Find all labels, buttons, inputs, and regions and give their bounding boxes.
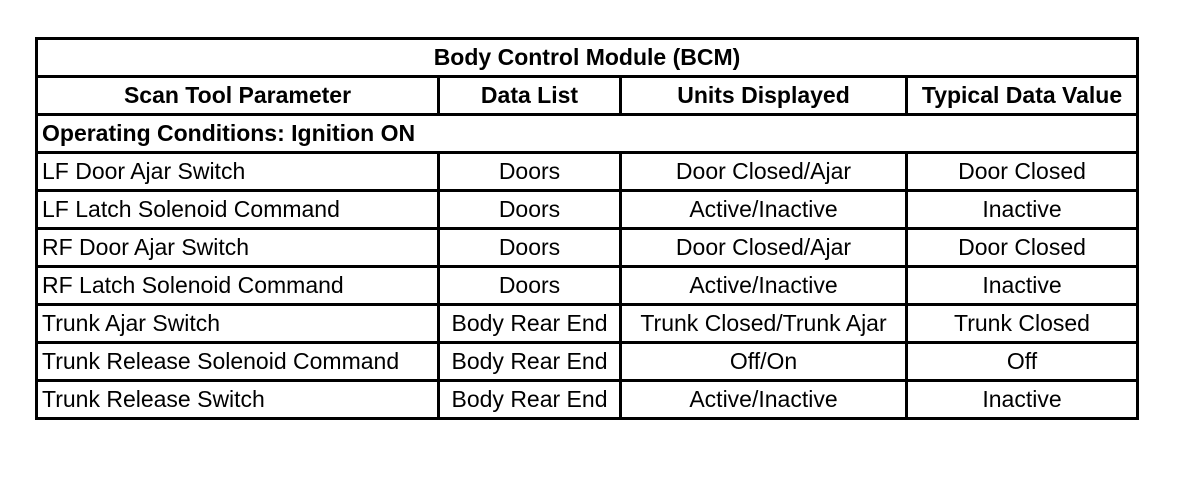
data-list-cell: Doors xyxy=(439,267,621,305)
table-row xyxy=(37,305,1138,343)
data-list-cell: Doors xyxy=(439,191,621,229)
bcm-data-table xyxy=(35,37,1139,420)
table-header-row xyxy=(37,77,1138,115)
data-list-cell: Body Rear End xyxy=(439,305,621,343)
units-cell: Trunk Closed/Trunk Ajar xyxy=(621,305,907,343)
table-title-row xyxy=(37,39,1138,77)
header-typical-data-value: Typical Data Value xyxy=(907,77,1138,115)
typical-value-cell: Inactive xyxy=(907,267,1138,305)
parameter-cell: LF Latch Solenoid Command xyxy=(37,191,439,229)
units-cell: Active/Inactive xyxy=(621,267,907,305)
table-row xyxy=(37,153,1138,191)
typical-value-cell: Door Closed xyxy=(907,153,1138,191)
table-row xyxy=(37,343,1138,381)
parameter-cell: Trunk Release Switch xyxy=(37,381,439,419)
data-list-cell: Doors xyxy=(439,229,621,267)
header-data-list: Data List xyxy=(439,77,621,115)
data-list-cell: Body Rear End xyxy=(439,343,621,381)
units-cell: Active/Inactive xyxy=(621,381,907,419)
parameter-cell: RF Latch Solenoid Command xyxy=(37,267,439,305)
typical-value-cell: Trunk Closed xyxy=(907,305,1138,343)
units-cell: Door Closed/Ajar xyxy=(621,229,907,267)
table-row xyxy=(37,267,1138,305)
typical-value-cell: Inactive xyxy=(907,381,1138,419)
section-row xyxy=(37,115,1138,153)
typical-value-cell: Door Closed xyxy=(907,229,1138,267)
header-units-displayed: Units Displayed xyxy=(621,77,907,115)
units-cell: Active/Inactive xyxy=(621,191,907,229)
units-cell: Door Closed/Ajar xyxy=(621,153,907,191)
parameter-cell: RF Door Ajar Switch xyxy=(37,229,439,267)
typical-value-cell: Off xyxy=(907,343,1138,381)
table-row xyxy=(37,229,1138,267)
data-list-cell: Body Rear End xyxy=(439,381,621,419)
data-list-cell: Doors xyxy=(439,153,621,191)
table-row xyxy=(37,381,1138,419)
units-cell: Off/On xyxy=(621,343,907,381)
table-title: Body Control Module (BCM) xyxy=(37,39,1138,77)
parameter-cell: Trunk Release Solenoid Command xyxy=(37,343,439,381)
section-operating-conditions: Operating Conditions: Ignition ON xyxy=(37,115,1138,153)
parameter-cell: Trunk Ajar Switch xyxy=(37,305,439,343)
typical-value-cell: Inactive xyxy=(907,191,1138,229)
parameter-cell: LF Door Ajar Switch xyxy=(37,153,439,191)
table-row xyxy=(37,191,1138,229)
header-scan-tool-parameter: Scan Tool Parameter xyxy=(37,77,439,115)
